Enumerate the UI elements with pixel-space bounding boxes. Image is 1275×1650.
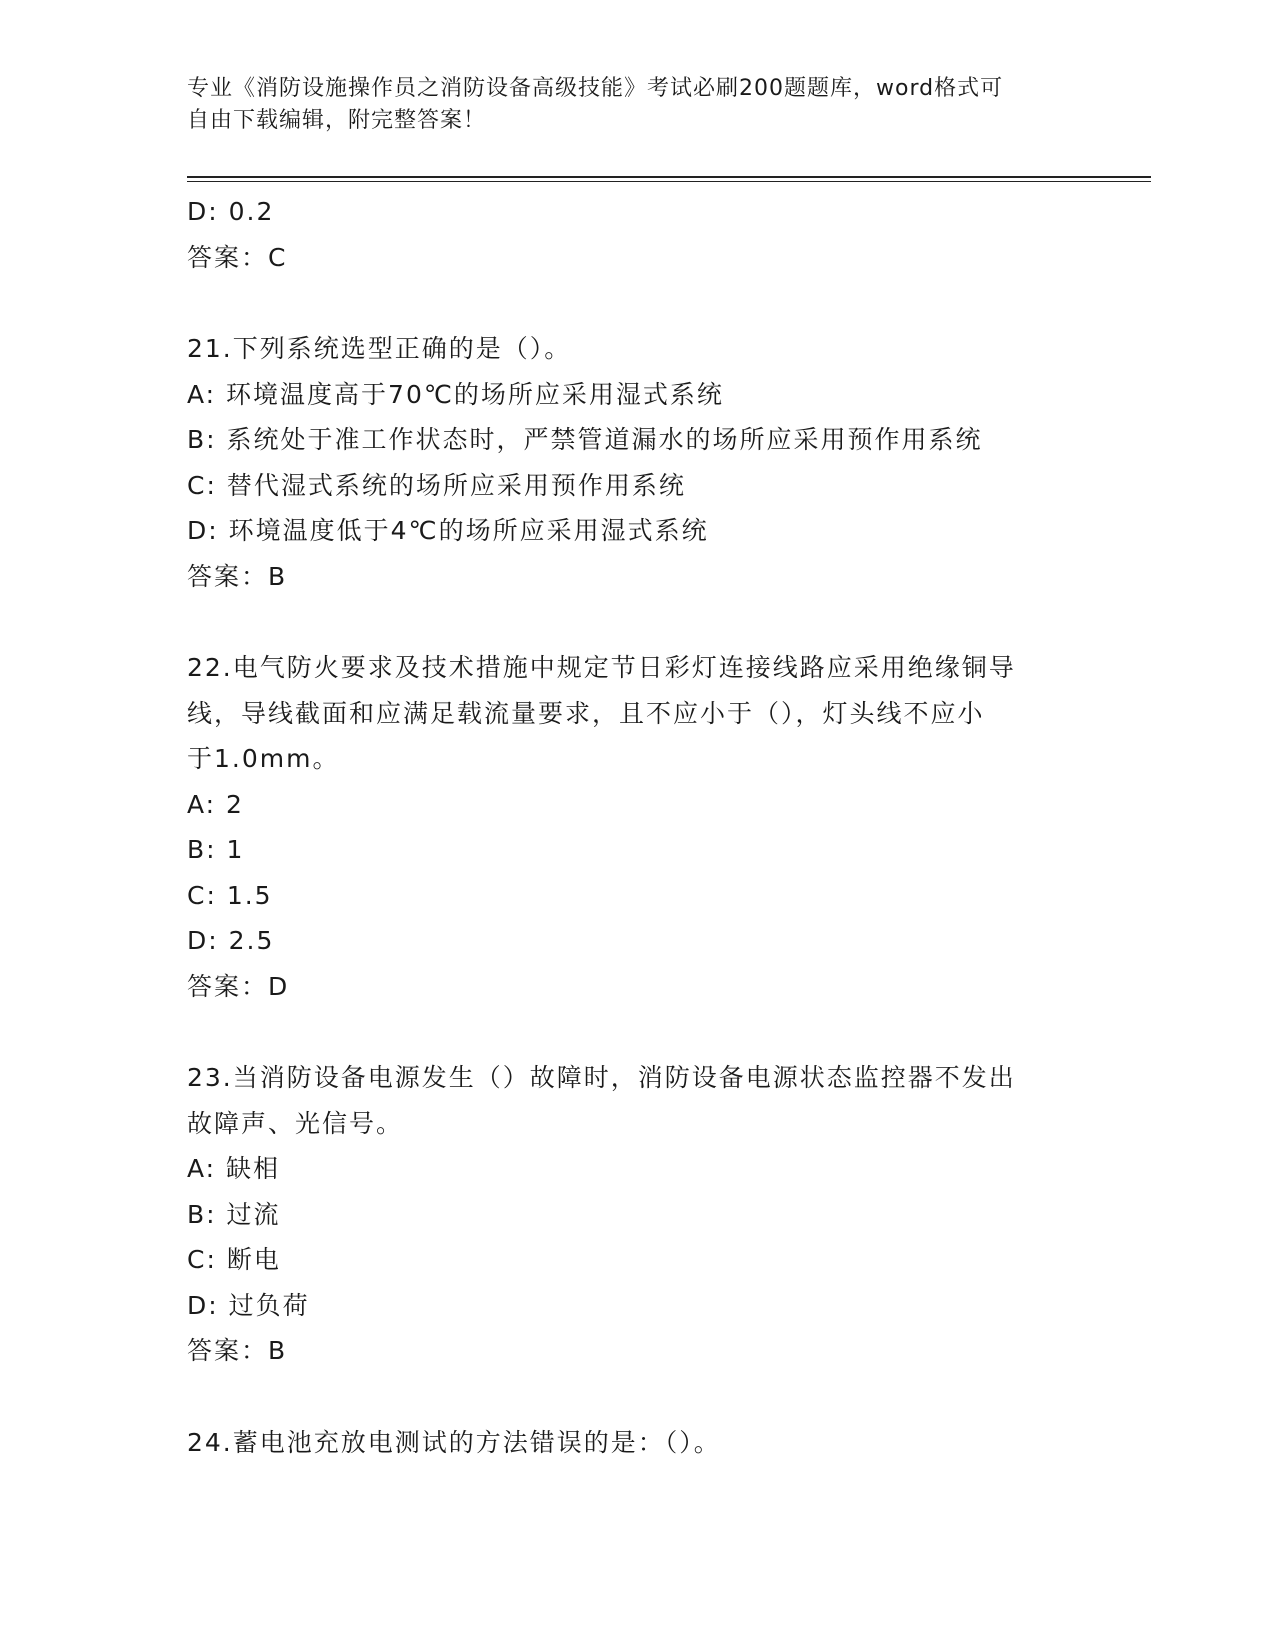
answer: 答案：B [187,1336,288,1365]
answer: 答案：C [187,242,288,272]
option-c: C: 1.5 [187,880,273,910]
header-divider-thick [187,176,1151,178]
option-c: C: 替代湿式系统的场所应采用预作用系统 [187,470,686,500]
question-22 [187,645,1087,1009]
document-header [187,73,1067,137]
question-24 [187,1420,1087,1466]
spacer [187,1009,1087,1055]
question-content [187,189,1087,1465]
question-stem-line-1: 22.电气防火要求及技术措施中规定节日彩灯连接线路应采用绝缘铜导 [187,653,1016,682]
question-23 [187,1055,1087,1374]
answer: 答案：B [187,561,288,591]
option-b: B: 1 [187,835,245,864]
option-d: D: 过负荷 [187,1290,310,1320]
question-stem-line-2: 线，导线截面和应满足载流量要求，且不应小于（），灯头线不应小 [187,698,985,728]
spacer [187,280,1087,326]
option-a: A: 2 [187,789,244,819]
option-a: A: 环境温度高于70℃的场所应采用湿式系统 [187,379,724,409]
previous-question-tail [187,189,1087,280]
answer: 答案：D [187,971,290,1001]
option-d: D: 2.5 [187,926,275,955]
question-stem: 24.蓄电池充放电测试的方法错误的是：（）。 [187,1427,721,1457]
option-c: C: 断电 [187,1245,281,1274]
question-stem-line-2: 故障声、光信号。 [187,1108,404,1138]
header-line-2: 自由下载编辑，附完整答案！ [187,108,487,133]
option-d: D: 0.2 [187,197,275,226]
question-21 [187,326,1087,599]
option-b: B: 过流 [187,1199,281,1229]
question-stem-line-1: 23.当消防设备电源发生（）故障时，消防设备电源状态监控器不发出 [187,1063,1016,1092]
spacer [187,599,1087,645]
question-stem-line-3: 于1.0mm。 [187,744,340,773]
header-line-1: 专业《消防设施操作员之消防设备高级技能》考试必刷200题题库，word格式可 [187,76,1004,101]
spacer [187,1374,1087,1420]
option-b: B: 系统处于准工作状态时，严禁管道漏水的场所应采用预作用系统 [187,425,983,454]
header-divider-thin [187,181,1151,182]
question-stem: 21.下列系统选型正确的是（）。 [187,334,572,363]
option-d: D: 环境温度低于4℃的场所应采用湿式系统 [187,516,709,545]
option-a: A: 缺相 [187,1154,281,1183]
